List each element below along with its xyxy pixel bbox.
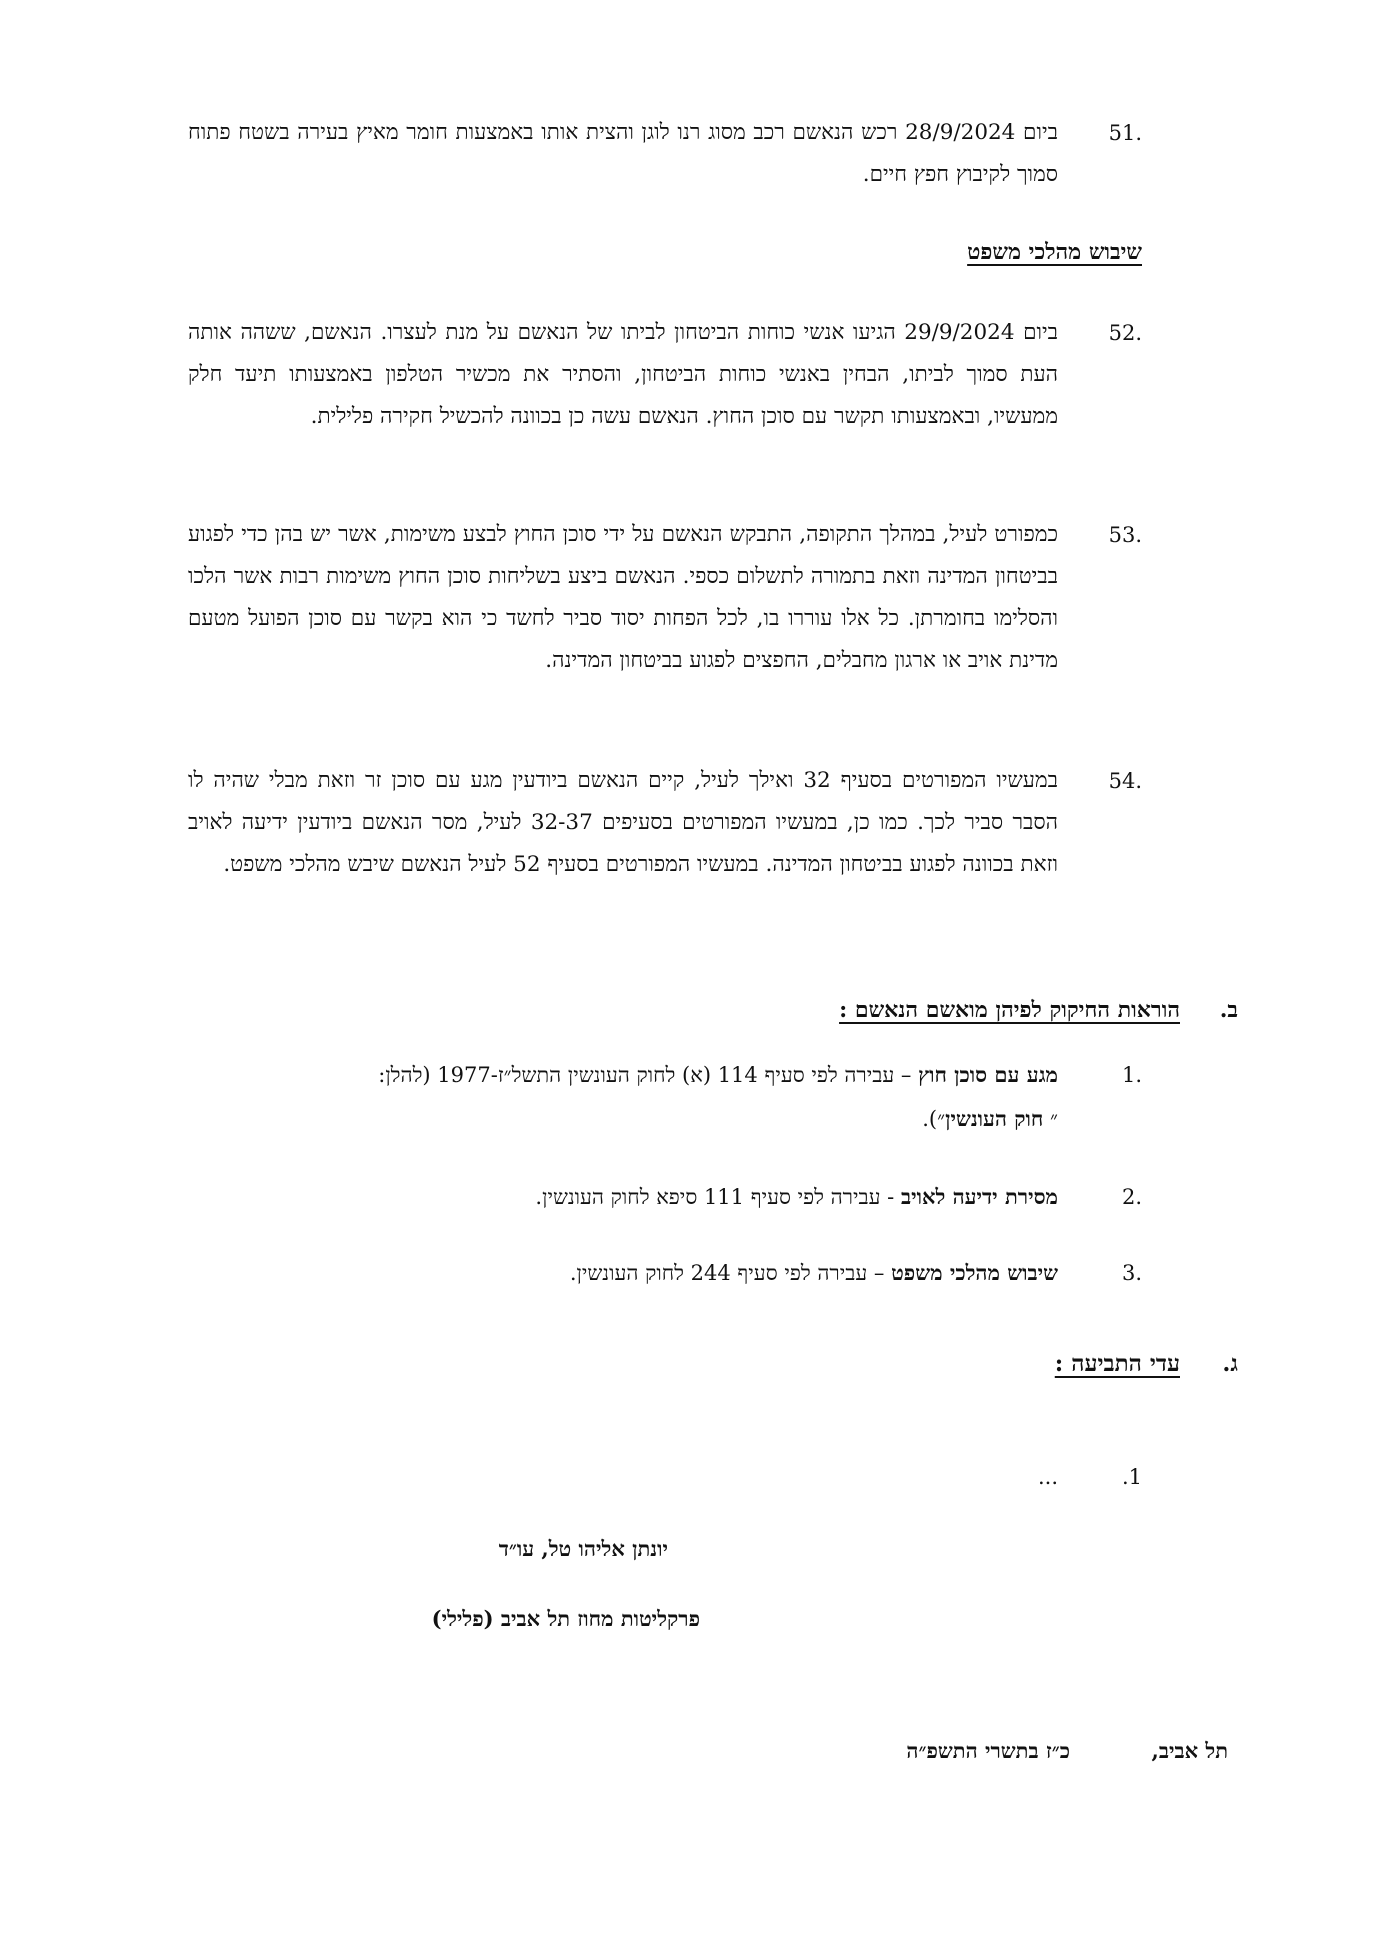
item-3-offense-text: – עבירה לפי סעיף 244 לחוק העונשין.: [569, 1261, 892, 1285]
section-b-item-number-1: 1.: [1121, 1063, 1142, 1087]
paragraph-number-52: 52.: [1108, 321, 1142, 345]
item-3-offense-name: שיבוש מהלכי משפט: [891, 1260, 1058, 1285]
section-b-letter: ב.: [1219, 997, 1238, 1023]
section-b-item-1-line-1: [378, 1054, 1058, 1096]
section-g-item-number-1: .1: [1121, 1465, 1142, 1489]
section-b-item-1-line-2: [922, 1098, 1058, 1140]
paragraph-53-text: כמפורט לעיל, במהלך התקופה, התבקש הנאשם על ידי סוכן החוץ לבצע משימות, אשר יש בהן כדי לפגוע בביטחון המדינה וזאת בתמורה לתשלום כספי. הנאשם ביצע בשליחות סוכן החוץ משימות רבות אשר הלכו והסלימו בחומרתן. כל אלו עוררו בו, לכל הפחות יסוד סביר לחשד כי הוא בקשר עם סוכן הפועל מטעם מדינת אויב או ארגון מחבלים, החפצים לפגוע בביטחון המדינה.: [188, 522, 1058, 673]
item-1-quote-close: ״).: [922, 1107, 946, 1131]
section-b-title: הוראות החיקוק לפיהן מואשם הנאשם :: [839, 997, 1180, 1023]
footer-place: תל אביב,: [1151, 1738, 1228, 1763]
paragraph-52-text: ביום 29/9/2024 הגיעו אנשי כוחות הביטחון לביתו של הנאשם על מנת לעצרו. הנאשם, ששהה אותה העת סמוך לביתו, הבחין באנשי כוחות הביטחון, והסתיר את מכשיר הטלפון באמצעותו תיעד חלק ממעשיו, ובאמצעותו תקשר עם סוכן החוץ. הנאשם עשה כן בכוונה להכשיל חקירה פלילית.: [188, 320, 1058, 429]
paragraph-54-text: במעשיו המפורטים בסעיף 32 ואילך לעיל, קיים הנאשם ביודעין מגע עם סוכן זר וזאת מבלי שהיה לו הסבר סביר לכך. כמו כן, במעשיו המפורטים בסעיפים 32-37 לעיל, מסר הנאשם ביודעין ידיעה לאויב וזאת בכוונה לפגוע בביטחון המדינה. במעשיו המפורטים בסעיף 52 לעיל הנאשם שיבש מהלכי משפט.: [188, 768, 1058, 877]
item-1-defined-term: חוק העונשין: [945, 1106, 1044, 1131]
section-b-item-3: [570, 1252, 1058, 1294]
section-g-title: עדי התביעה :: [1054, 1350, 1180, 1377]
section-b-item-number-2: 2.: [1121, 1185, 1142, 1209]
section-b-item-number-3: 3.: [1121, 1261, 1142, 1285]
item-1-offense-text: – עבירה לפי סעיף 114 (א) לחוק העונשין התשל״ז-1977 (להלן:: [378, 1063, 919, 1087]
paragraph-number-51: 51.: [1108, 121, 1142, 145]
section-b-item-2: [535, 1176, 1058, 1218]
paragraph-number-53: 53.: [1108, 523, 1142, 547]
section-g-item-1-text: ...: [1037, 1465, 1058, 1489]
item-1-offense-name: מגע עם סוכן חוץ: [918, 1062, 1058, 1087]
footer-date: כ״ז בתשרי התשפ״ה: [906, 1738, 1070, 1763]
item-1-quote-open: ״: [1043, 1107, 1058, 1131]
item-2-offense-text: - עבירה לפי סעיף 111 סיפא לחוק העונשין.: [535, 1185, 901, 1209]
item-2-offense-name: מסירת ידיעה לאויב: [900, 1184, 1058, 1209]
section-g-letter: ג.: [1222, 1350, 1238, 1377]
signature-office: פרקליטות מחוז תל אביב (פלילי): [431, 1606, 700, 1631]
paragraph-number-54: 54.: [1108, 769, 1142, 793]
subheading-obstruction: שיבוש מהלכי משפט: [967, 239, 1142, 265]
signature-name: יונתן אליהו טל, עו״ד: [498, 1536, 668, 1561]
paragraph-51-text: ביום 28/9/2024 רכש הנאשם רכב מסוג רנו לוגן והצית אותו באמצעות חומר מאיץ בעירה בשטח פתוח סמוך לקיבוץ חפץ חיים.: [188, 120, 1058, 187]
